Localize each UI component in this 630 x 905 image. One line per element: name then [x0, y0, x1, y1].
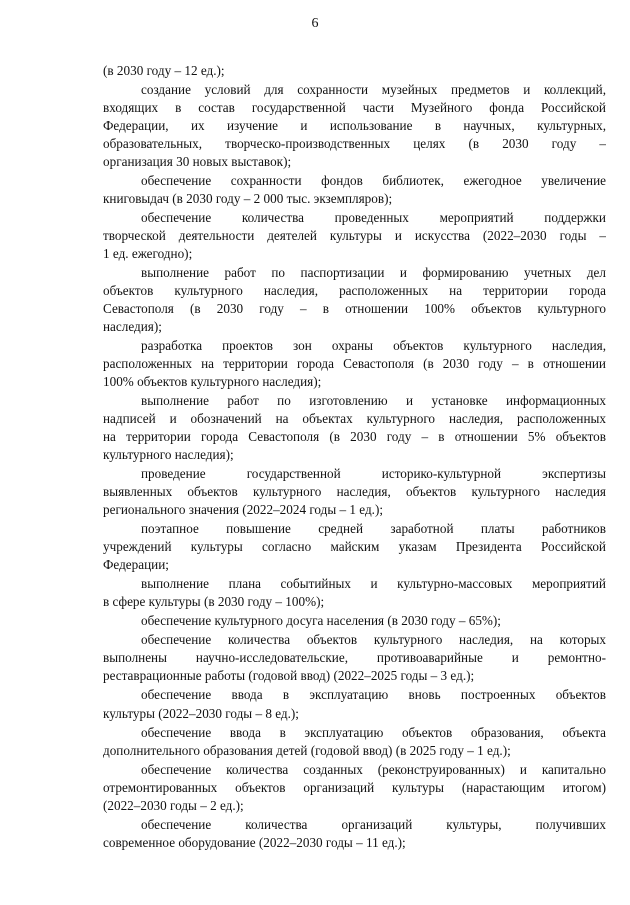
text-line: наследия); [103, 319, 162, 334]
text-line: культуры (2022–2030 годы – 8 ед.); [103, 706, 299, 721]
text-line: Федерации, их изучение и использование в научных, культурных, [103, 118, 606, 133]
text-line: реставрационные работы (годовой ввод) (2022–2025 годы – 3 ед.); [103, 668, 475, 683]
text-line: выявленных объектов культурного наследия, объектов культурного наследия [103, 484, 606, 499]
text-line: учреждений культуры согласно майским указам Президента Российской [103, 539, 606, 554]
text-line: надписей и обозначений на объектах культурного наследия, расположенных [103, 411, 606, 426]
text-line: Севастополя (в 2030 году – в отношении 100% объектов культурного [103, 301, 606, 316]
text-line: творческой деятельности деятелей культуры и искусства (2022–2030 годы – [103, 228, 606, 243]
text-line: обеспечение культурного досуга населения (в 2030 году – 65%); [141, 613, 501, 628]
text-line: обеспечение количества проведенных мероприятий поддержки [141, 210, 606, 225]
text-line: обеспечение ввода в эксплуатацию объектов образования, объекта [141, 725, 606, 740]
text-line: в сфере культуры (в 2030 году – 100%); [103, 594, 325, 609]
page-number: 6 [311, 16, 319, 31]
text-line: Федерации; [103, 557, 169, 572]
text-line: выполнены научно-исследовательские, противоаварийные и ремонтно- [103, 650, 606, 665]
text-line: обеспечение количества организаций культуры, получивших [141, 817, 606, 832]
text-line: (в 2030 году – 12 ед.); [103, 63, 225, 78]
text-line: поэтапное повышение средней заработной платы работников [141, 521, 606, 536]
text-line: проведение государственной историко-культурной экспертизы [141, 466, 606, 481]
text-line: образовательных, творческо-производственных целях (в 2030 году – [103, 136, 606, 151]
text-line: обеспечение количества созданных (реконструированных) и капитально [141, 762, 606, 777]
text-line: современное оборудование (2022–2030 годы – 11 ед.); [103, 835, 406, 850]
text-line: обеспечение количества объектов культурного наследия, на которых [141, 632, 606, 647]
text-line: (2022–2030 годы – 2 ед.); [103, 798, 244, 813]
text-line: на территории города Севастополя (в 2030 году – в отношении 5% объектов [103, 429, 606, 444]
text-line: культурного наследия); [103, 447, 234, 462]
text-line: объектов культурного наследия, расположенных на территории города [103, 283, 606, 298]
text-line: регионального значения (2022–2024 годы – 1 ед.); [103, 502, 384, 517]
text-line: создание условий для сохранности музейных предметов и коллекций, [141, 82, 606, 97]
text-line: расположенных на территории города Севастополя (в 2030 году – в отношении [103, 356, 606, 371]
text-line: организация 30 новых выставок); [103, 154, 292, 169]
text-line: обеспечение сохранности фондов библиотек, ежегодное увеличение [141, 173, 606, 188]
text-line: 100% объектов культурного наследия); [103, 374, 322, 389]
text-line: дополнительного образования детей (годовой ввод) (в 2025 году – 1 ед.); [103, 743, 511, 758]
text-line: книговыдач (в 2030 году – 2 000 тыс. экземпляров); [103, 191, 393, 206]
text-line: отремонтированных объектов организаций культуры (нарастающим итогом) [103, 780, 606, 795]
text-line: выполнение работ по изготовлению и установке информационных [141, 393, 606, 408]
text-line: выполнение плана событийных и культурно-массовых мероприятий [141, 576, 606, 591]
text-line: 1 ед. ежегодно); [103, 246, 193, 261]
text-line: входящих в состав государственной части Музейного фонда Российской [103, 100, 606, 115]
text-line: обеспечение ввода в эксплуатацию вновь построенных объектов [141, 687, 606, 702]
text-line: разработка проектов зон охраны объектов культурного наследия, [141, 338, 606, 353]
text-line: выполнение работ по паспортизации и формированию учетных дел [141, 265, 606, 280]
